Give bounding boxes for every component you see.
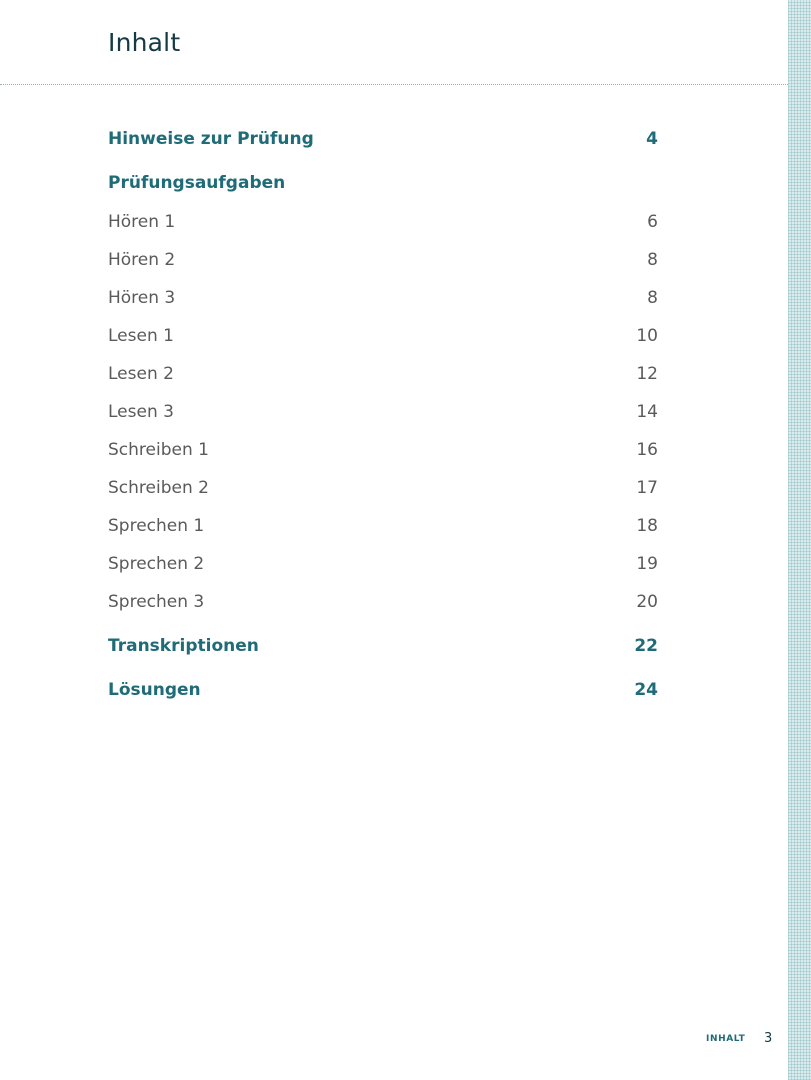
page-title: Inhalt (108, 28, 181, 57)
toc-entry-label: Hören 3 (108, 288, 176, 308)
toc-entry-lesen-2[interactable] (108, 362, 658, 386)
toc-entry-label: Lesen 1 (108, 326, 174, 346)
toc-entry-label: Hören 2 (108, 250, 176, 270)
toc-entry-hinweise[interactable] (108, 127, 658, 151)
toc-entry-page: 20 (636, 592, 658, 612)
toc-entry-label: Schreiben 2 (108, 478, 209, 498)
toc-entry-label: Sprechen 2 (108, 554, 205, 574)
toc-entry-hoeren-2[interactable] (108, 248, 658, 272)
toc-entry-page: 6 (647, 212, 658, 232)
footer-page-number: 3 (764, 1031, 773, 1046)
toc-entry-label: Sprechen 3 (108, 592, 205, 612)
toc-entry-page: 8 (647, 250, 658, 270)
toc-entry-loesungen[interactable] (108, 678, 658, 702)
toc-entry-label: Schreiben 1 (108, 440, 209, 460)
toc-entry-page: 17 (636, 478, 658, 498)
toc-entry-page: 12 (636, 364, 658, 384)
toc-entry-sprechen-3[interactable] (108, 590, 658, 614)
toc-entry-page: 24 (634, 680, 658, 700)
toc-entry-pruefungsaufgaben[interactable] (108, 171, 658, 195)
toc-entry-page: 18 (636, 516, 658, 536)
toc-entry-page: 10 (636, 326, 658, 346)
toc-entry-sprechen-2[interactable] (108, 552, 658, 576)
toc-entry-page: 14 (636, 402, 658, 422)
side-decorative-strip (788, 0, 811, 1080)
toc-entry-hoeren-1[interactable] (108, 210, 658, 234)
toc-entry-lesen-1[interactable] (108, 324, 658, 348)
toc-entry-page: 22 (634, 636, 658, 656)
toc-entry-page: 19 (636, 554, 658, 574)
toc-entry-page: 16 (636, 440, 658, 460)
toc-entry-schreiben-1[interactable] (108, 438, 658, 462)
toc-entry-page: 4 (646, 129, 658, 149)
toc-entry-label: Prüfungsaufgaben (108, 173, 286, 193)
toc-entry-label: Lösungen (108, 680, 201, 700)
toc-entry-label: Lesen 2 (108, 364, 174, 384)
toc-entry-label: Hinweise zur Prüfung (108, 129, 314, 149)
toc-entry-transkriptionen[interactable] (108, 634, 658, 658)
toc-entry-page: 8 (647, 288, 658, 308)
toc-entry-label: Sprechen 1 (108, 516, 205, 536)
toc-entry-sprechen-1[interactable] (108, 514, 658, 538)
title-divider (0, 84, 788, 85)
toc-entry-lesen-3[interactable] (108, 400, 658, 424)
toc-entry-label: Transkriptionen (108, 636, 259, 656)
footer-section-label: INHALT (706, 1034, 746, 1044)
toc-entry-label: Lesen 3 (108, 402, 174, 422)
toc-entry-schreiben-2[interactable] (108, 476, 658, 500)
toc-entry-hoeren-3[interactable] (108, 286, 658, 310)
toc-entry-label: Hören 1 (108, 212, 176, 232)
